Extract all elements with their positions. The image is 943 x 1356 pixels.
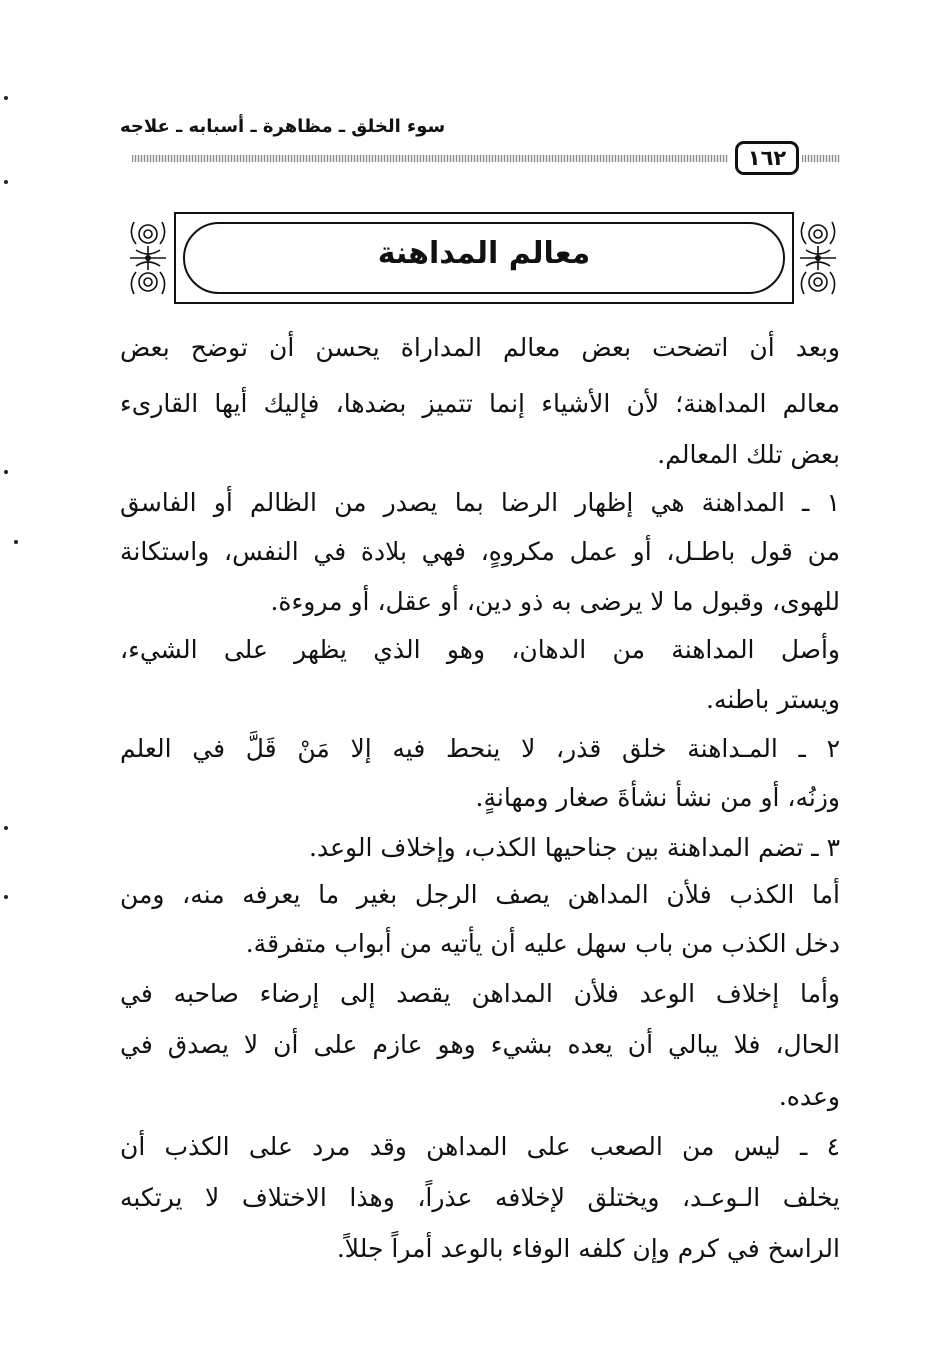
scan-speck	[4, 96, 8, 100]
floral-ornament-icon	[126, 212, 170, 304]
header-rule-short	[802, 155, 840, 162]
body-line: ويستر باطنه.	[706, 685, 840, 714]
body-line: دخل الكذب من باب سهل عليه أن يأتيه من أبواب متفرقة.	[245, 929, 840, 958]
running-title: سوء الخلق ـ مظاهرة ـ أسبابه ـ علاجه	[120, 116, 446, 137]
body-line: الراسخ في كرم وإن كلفه الوفاء بالوعد أمراً جللاً.	[336, 1234, 840, 1263]
scan-speck	[14, 540, 18, 544]
scan-speck	[4, 180, 8, 184]
body-line: معالم المداهنة؛ لأن الأشياء إنما تتميز بضدها، فإليك أيها القارىء	[120, 389, 840, 418]
page-number: ١٦٢	[735, 141, 799, 175]
header-rule	[132, 155, 728, 162]
body-line: وعده.	[778, 1082, 840, 1111]
scan-speck	[4, 895, 8, 899]
body-line: يخلف الـوعـد، ويختلق لإخلافه عذراً، وهذا الاختلاف لا يرتكبه	[120, 1183, 840, 1212]
body-line: أما الكذب فلأن المداهن يصف الرجل بغير ما يعرفه منه، ومن	[120, 880, 840, 909]
body-line: وبعد أن اتضحت بعض معالم المداراة يحسن أن توضح بعض	[120, 333, 840, 362]
body-line: ٣ ـ تضم المداهنة بين جناحيها الكذب، وإخلاف الوعد.	[309, 833, 840, 862]
body-line: وأصل المداهنة من الدهان، وهو الذي يظهر على الشيء،	[120, 635, 840, 664]
body-line: للهوى، وقبول ما لا يرضى به ذو دين، أو عقل، أو مروءة.	[270, 587, 840, 616]
body-line: ٤ ـ ليس من الصعب على المداهن وقد مرد على الكذب أن	[120, 1132, 840, 1161]
body-line: بعض تلك المعالم.	[657, 440, 840, 469]
body-line: ٢ ـ المـداهنة خلق قذر، لا ينحط فيه إلا مَنْ قَلَّ في العلم	[120, 734, 840, 763]
body-line: وأما إخلاف الوعد فلأن المداهن يقصد إلى إرضاء صاحبه في	[120, 979, 840, 1008]
body-line: ١ ـ المداهنة هي إظهار الرضا بما يصدر من الظالم أو الفاسق	[120, 488, 840, 517]
body-line: وزنُه، أو من نشأ نشأةَ صغار ومهانةٍ.	[475, 783, 840, 812]
scan-speck	[4, 826, 8, 830]
section-title: معالم المداهنة	[377, 236, 591, 271]
body-line: من قول باطـل، أو عمل مكروهٍ، فهي بلادة في النفس، واستكانة	[120, 537, 840, 566]
scan-speck	[4, 470, 8, 474]
floral-ornament-icon	[796, 212, 840, 304]
body-line: الحال، فلا يبالي أن يعده بشيء وهو عازم على أن لا يصدق في	[120, 1030, 840, 1059]
